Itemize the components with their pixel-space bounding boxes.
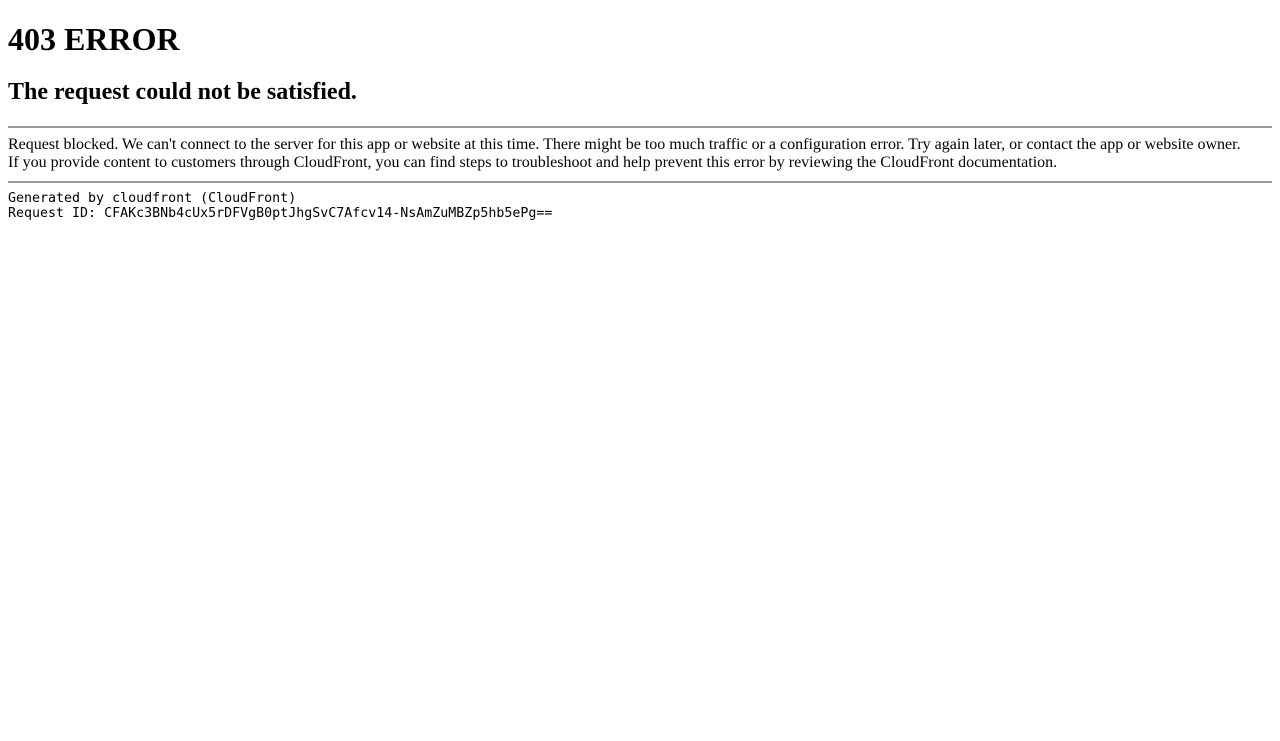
error-footer [8,191,1272,222]
error-message-line-2: If you provide content to customers through CloudFront, you can find steps to troubleshoot and help prevent this error by reviewing the CloudFront documentation. [8,154,1058,172]
request-id-line: Request ID: CFAKc3BNb4cUx5rDFVgB0ptJhgSvC7Afcv14-NsAmZuMBZp5hb5ePg== [8,206,553,222]
error-subtitle-heading: The request could not be satisfied. [8,79,357,105]
cloudfront-error-page [8,21,1272,222]
error-message-line-1: Request blocked. We can't connect to the server for this app or website at this time. There might be too much traffic or a configuration error. Try again later, or contact the app or website owner. [8,136,1241,153]
generated-by-line: Generated by cloudfront (CloudFront) [8,190,297,206]
divider-top [8,126,1272,128]
divider-bottom [8,181,1272,183]
error-message [8,136,1272,173]
error-code-heading: 403 ERROR [8,21,180,57]
